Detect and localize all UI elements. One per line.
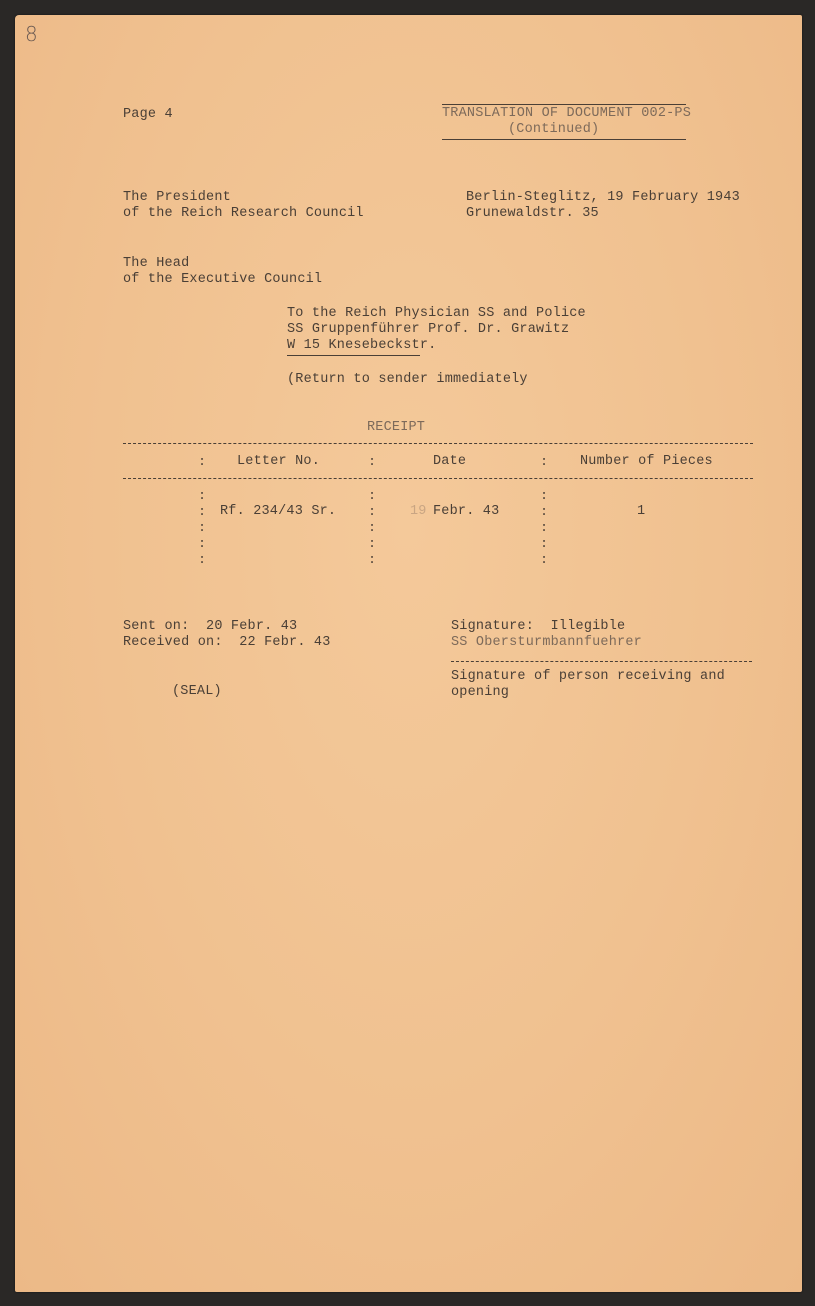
column-separator: :: [198, 454, 206, 469]
signature-rule: [451, 661, 752, 662]
place-date-line1: Berlin-Steglitz, 19 February 1943: [466, 190, 740, 205]
recipient-line2: SS Gruppenführer Prof. Dr. Grawitz: [287, 322, 570, 337]
column-separator: :: [368, 536, 376, 551]
column-header-pieces: Number of Pieces: [580, 454, 713, 469]
seal-label: (SEAL): [172, 684, 222, 699]
signature-rank: SS Obersturmbannfuehrer: [451, 635, 642, 650]
title-underline: [442, 139, 686, 140]
column-separator: :: [540, 520, 548, 535]
column-separator: :: [368, 504, 376, 519]
column-header-date: Date: [433, 454, 467, 469]
column-separator: :: [368, 552, 376, 567]
sender-line1: The President: [123, 190, 231, 205]
column-separator: :: [198, 488, 206, 503]
sent-on: Sent on: 20 Febr. 43: [123, 619, 298, 634]
column-separator: :: [540, 552, 548, 567]
receipt-top-rule: [123, 443, 753, 444]
sender-line2: of the Reich Research Council: [123, 206, 364, 221]
document-title-continued: (Continued): [508, 122, 600, 137]
cell-letter-no: Rf. 234/43 Sr.: [220, 504, 337, 519]
column-header-letter-no: Letter No.: [237, 454, 321, 469]
received-on: Received on: 22 Febr. 43: [123, 635, 331, 650]
cell-pieces: 1: [637, 504, 646, 519]
receipt-title: RECEIPT: [367, 420, 426, 435]
page-marker-handwritten: 8: [25, 22, 38, 46]
return-note: (Return to sender immediately: [287, 372, 528, 387]
column-separator: :: [368, 488, 376, 503]
head-line1: The Head: [123, 256, 190, 271]
recipient-line1: To the Reich Physician SS and Police: [287, 306, 586, 321]
column-separator: :: [540, 454, 548, 469]
document-title: TRANSLATION OF DOCUMENT 002-PS: [442, 106, 692, 121]
column-separator: :: [540, 536, 548, 551]
cell-date: Febr. 43: [433, 504, 500, 519]
signature-caption-line1: Signature of person receiving and: [451, 669, 725, 684]
column-separator: :: [540, 504, 548, 519]
column-separator: :: [198, 536, 206, 551]
signature-line: Signature: Illegible: [451, 619, 626, 634]
signature-caption-line2: opening: [451, 685, 510, 700]
column-separator: :: [198, 504, 206, 519]
column-separator: :: [540, 488, 548, 503]
cell-date-day: 19: [410, 504, 427, 519]
column-separator: :: [368, 520, 376, 535]
page-label: Page 4: [123, 107, 173, 122]
title-overline: [442, 104, 686, 105]
column-separator: :: [368, 454, 376, 469]
column-separator: :: [198, 552, 206, 567]
address-underline: [287, 355, 420, 356]
receipt-header-rule: [123, 478, 753, 479]
recipient-address: W 15 Knesebeckstr.: [287, 338, 437, 353]
column-separator: :: [198, 520, 206, 535]
place-date-line2: Grunewaldstr. 35: [466, 206, 599, 221]
head-line2: of the Executive Council: [123, 272, 323, 287]
